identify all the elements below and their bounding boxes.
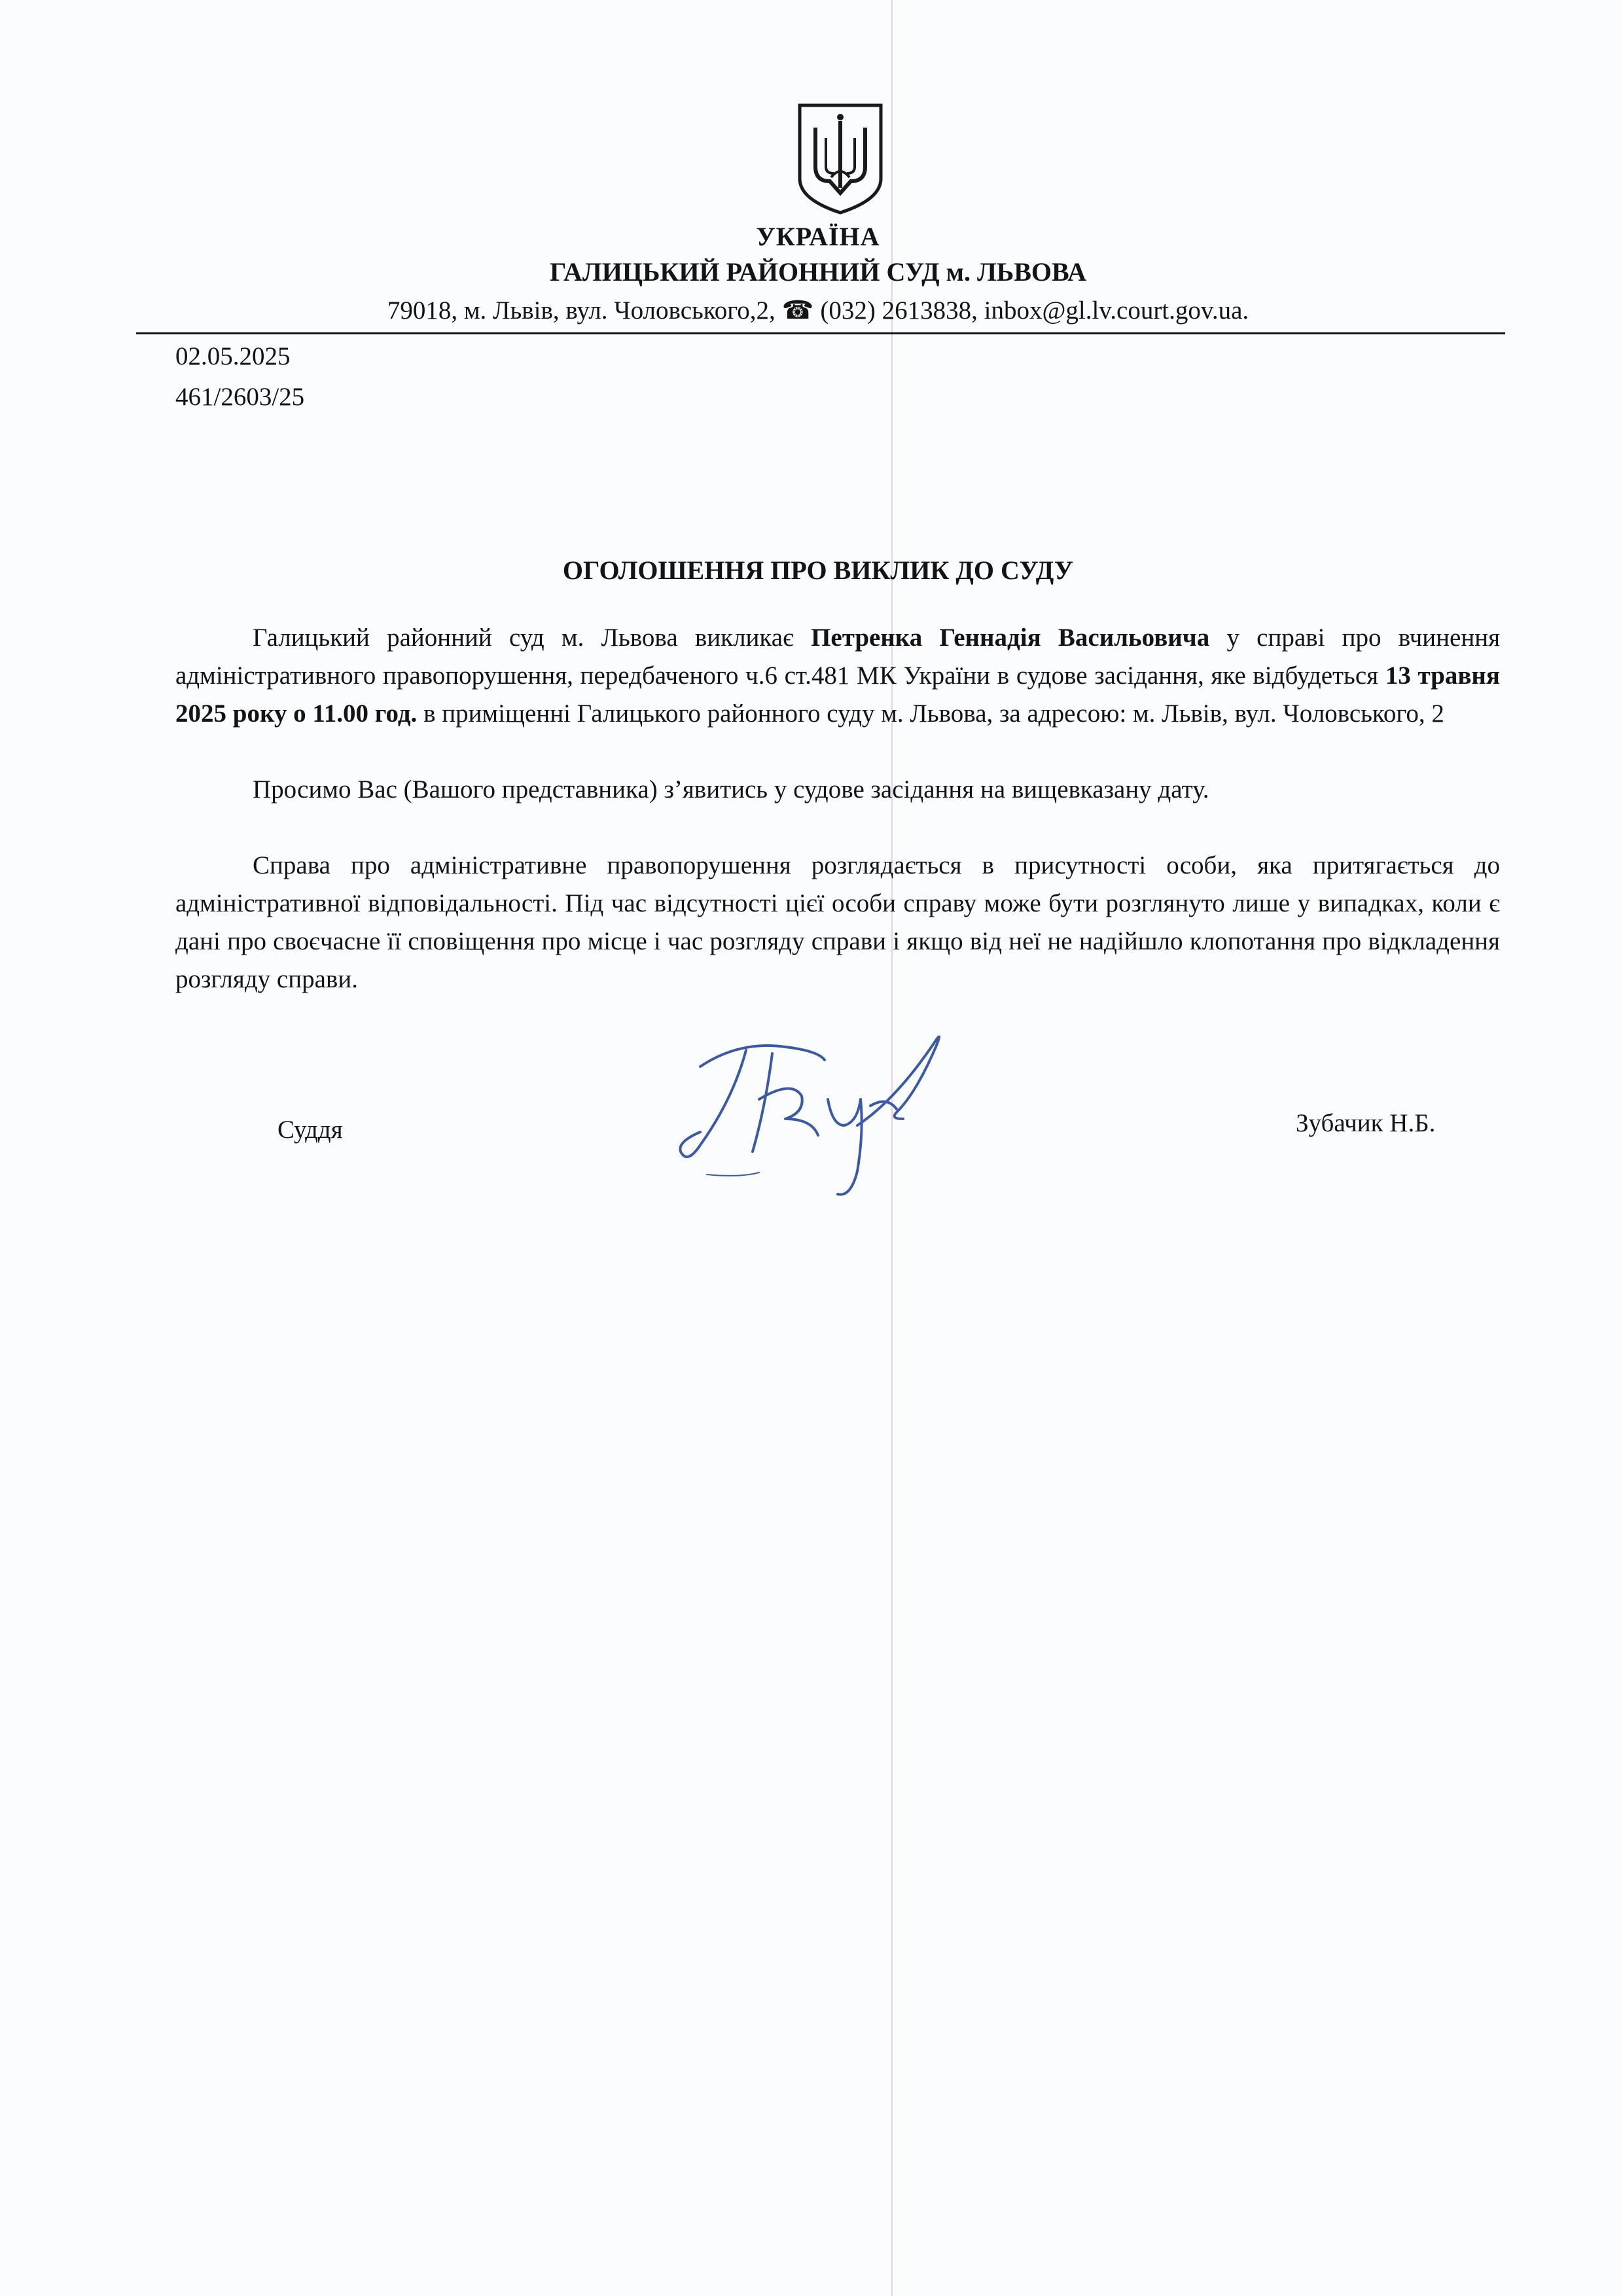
judge-name: Зубачик Н.Б.: [1296, 1109, 1436, 1137]
hearing-datetime: 13 травня 2025 року о 11.00 год.: [175, 662, 1500, 728]
summoned-person-name: Петренка Геннадія Васильовича: [811, 624, 1210, 652]
paragraph-summons-text-c: в приміщенні Галицького районного суду м. Львова, за адресою: м. Львів, вул. Чоловського, 2: [417, 699, 1444, 728]
paragraph-request-text: Просимо Вас (Вашого представника) з’явитись у судове засідання на вищевказану дату.: [253, 775, 1209, 804]
coat-of-arms-emblem: [796, 101, 885, 217]
outgoing-number: 461/2603/25: [175, 383, 305, 411]
handwritten-signature: [661, 1021, 962, 1217]
address-prefix: 79018, м. Львів, вул. Чоловського,2,: [387, 296, 776, 325]
country-heading: УКРАЇНА: [756, 222, 880, 251]
paragraph-request: [175, 771, 1500, 809]
header-divider: [136, 332, 1505, 334]
paragraph-summons-text-a: Галицький районний суд м. Львова викликає: [253, 624, 812, 652]
document-title: ОГОЛОШЕННЯ ПРО ВИКЛИК ДО СУДУ: [562, 556, 1074, 585]
paragraph-summons-text-b: у справі про вчинення адміністративного правопорушення, передбаченого ч.6 ст.481 МК України в судове засідання, яке відбудеться: [175, 624, 1501, 690]
court-name-heading: ГАЛИЦЬКИЙ РАЙОННИЙ СУД м. ЛЬВОВА: [549, 257, 1087, 287]
court-address-line: [131, 296, 1505, 325]
phone-icon: ☎: [781, 296, 814, 325]
paragraph-procedure-text: Справа про адміністративне правопорушення розглядається в присутності особи, яка притягається до адміністративної відповідальності. Під час відсутності цієї особи справу може бути розглянуто лише у випадках, коли є дані про своєчасне її сповіщення про місце і час розгляду справи і якщо від неї не надійшло клопотання про відкладення розгляду справи.: [175, 851, 1500, 993]
signatory-position: Суддя: [277, 1116, 343, 1144]
document-date: 02.05.2025: [175, 342, 291, 370]
paragraph-summons: [175, 619, 1500, 733]
address-suffix: (032) 2613838, inbox@gl.lv.court.gov.ua.: [820, 296, 1249, 325]
paragraph-procedure: [175, 847, 1500, 998]
